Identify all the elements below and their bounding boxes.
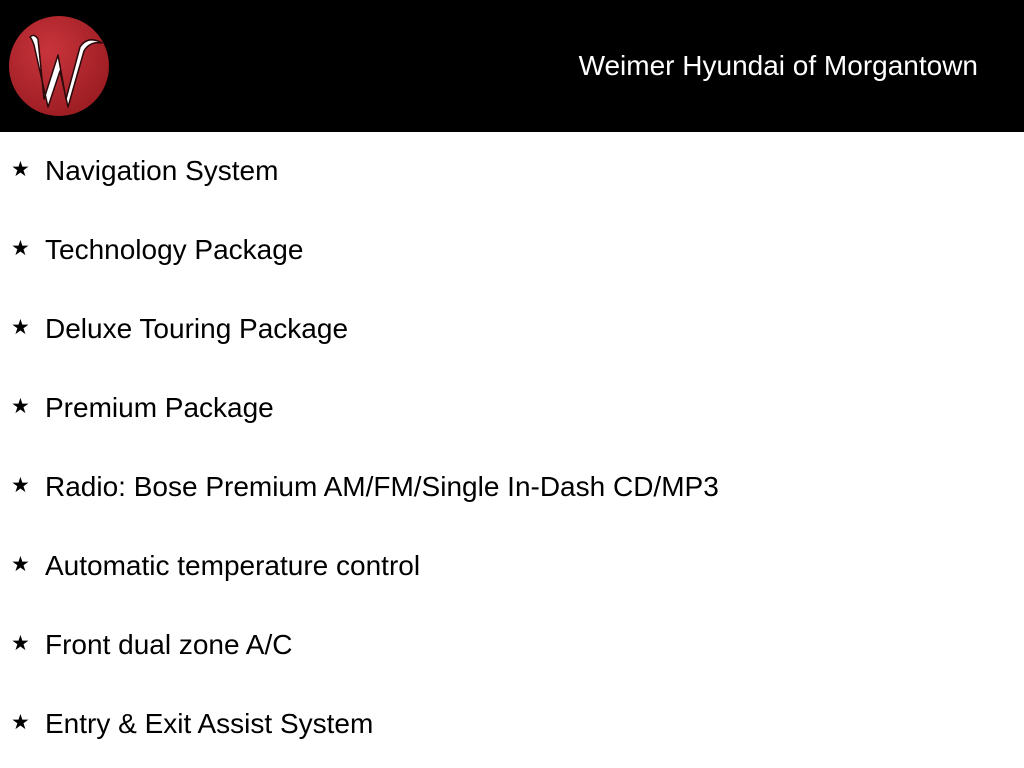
feature-list xyxy=(0,132,1024,764)
feature-label: Automatic temperature control xyxy=(45,550,421,581)
feature-item xyxy=(0,448,1024,527)
feature-item xyxy=(0,290,1024,369)
feature-item xyxy=(0,685,1024,764)
feature-item xyxy=(0,211,1024,290)
star-icon: ★ xyxy=(11,553,30,576)
feature-label: Navigation System xyxy=(45,155,279,186)
star-icon: ★ xyxy=(11,632,30,655)
feature-label: Radio: Bose Premium AM/FM/Single In-Dash CD/MP3 xyxy=(45,471,719,502)
dealer-name: Weimer Hyundai of Morgantown xyxy=(578,50,978,81)
star-icon: ★ xyxy=(11,158,30,181)
feature-label: Entry & Exit Assist System xyxy=(45,708,374,739)
star-icon: ★ xyxy=(11,711,30,734)
feature-item xyxy=(0,369,1024,448)
star-icon: ★ xyxy=(11,316,30,339)
feature-label: Deluxe Touring Package xyxy=(45,313,349,344)
feature-item xyxy=(0,132,1024,211)
header-bar xyxy=(0,0,1024,132)
star-icon: ★ xyxy=(11,237,30,260)
feature-label: Premium Package xyxy=(45,392,274,423)
star-icon: ★ xyxy=(11,395,30,418)
feature-label: Technology Package xyxy=(45,234,304,265)
weimer-w-logo-icon xyxy=(8,15,110,117)
feature-item xyxy=(0,527,1024,606)
star-icon: ★ xyxy=(11,474,30,497)
feature-label: Front dual zone A/C xyxy=(45,629,293,660)
feature-item xyxy=(0,606,1024,685)
